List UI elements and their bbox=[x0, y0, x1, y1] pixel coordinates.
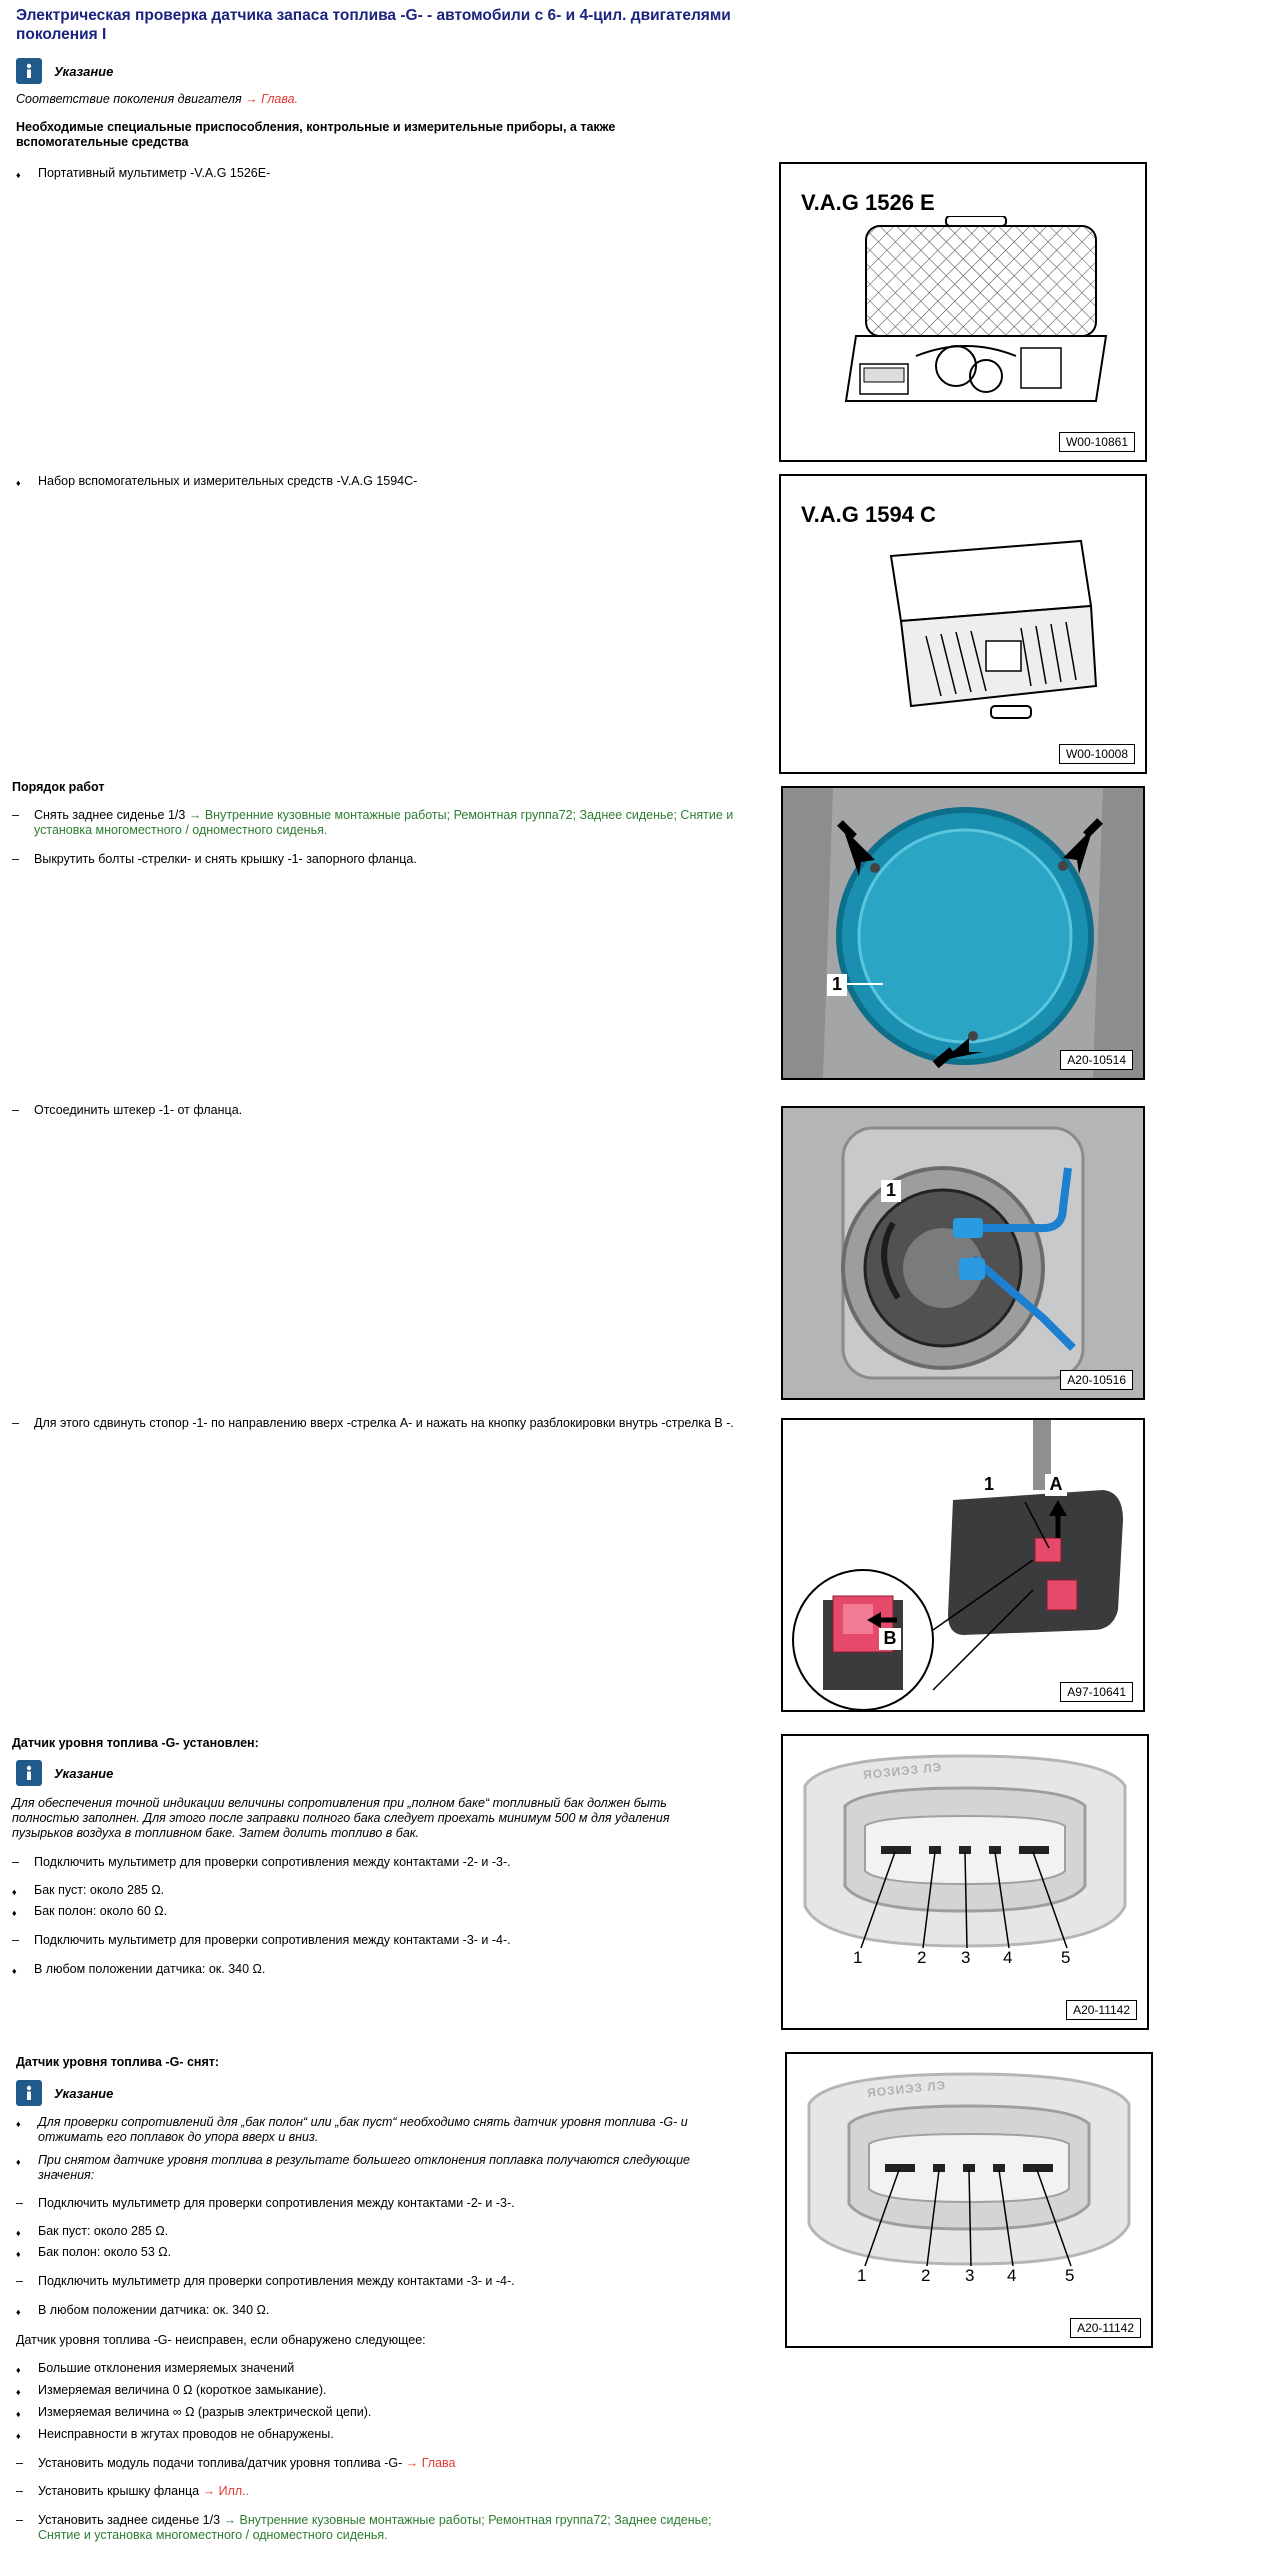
embossed-text: ЯОЗИЭЗ ЛЭ bbox=[866, 2077, 947, 2101]
bullet-marker: ♦ bbox=[16, 170, 21, 180]
body-work-link[interactable]: → Внутренние кузовные монтажные работы; Ремонтная группа72; Заднее сиденье; Снятие и установка многоместного / одноместного сиденья. bbox=[38, 2513, 712, 2542]
step-install-seat: – Установить заднее сиденье 1/3 → Внутренние кузовные монтажные работы; Ремонтная группа72; Заднее сиденье; Снятие и установка многоместного / одноместного сиденья. bbox=[16, 2513, 712, 2542]
connector-lock-drawing bbox=[783, 1420, 1143, 1710]
value-empty: ♦ Бак пуст: около 285 Ω. bbox=[12, 1883, 752, 1900]
chapter-link[interactable]: → Глава bbox=[405, 2456, 456, 2470]
callout-b: B bbox=[879, 1628, 901, 1650]
step-disconnect-plug: – Отсоединить штекер -1- от фланца. bbox=[12, 1103, 243, 1117]
body-work-link[interactable]: → Внутренние кузовные монтажные работы; Ремонтная группа72; Заднее сиденье; Снятие и установка многоместного / одноместного сиденья. bbox=[34, 808, 734, 837]
dash-marker: – bbox=[16, 2513, 23, 2527]
note-header bbox=[16, 1760, 113, 1786]
callout-1: 1 bbox=[827, 974, 847, 996]
figure-link[interactable]: → Илл.. bbox=[202, 2484, 250, 2498]
info-icon bbox=[16, 2080, 42, 2106]
tool-set-case-drawing bbox=[881, 536, 1101, 736]
step-remove-seat: – Снять заднее сиденье 1/3 → Внутренние кузовные монтажные работы; Ремонтная группа72; Заднее сиденье; Снятие и установка многоместного / одноместного сиденья. bbox=[12, 808, 734, 837]
fault-item: ♦ Измеряемая величина 0 Ω (короткое замыкание). bbox=[16, 2383, 756, 2400]
info-icon bbox=[16, 58, 42, 84]
pin-label-1: 1 bbox=[853, 1948, 863, 1967]
dash-marker: – bbox=[16, 2274, 23, 2288]
note-text: Соответствие поколения двигателя → Глава. bbox=[16, 92, 299, 106]
order-heading: Порядок работ bbox=[12, 780, 105, 794]
dash-marker: – bbox=[16, 2196, 23, 2210]
dash-marker: – bbox=[12, 1855, 19, 1869]
pin-label-5: 5 bbox=[1061, 1948, 1071, 1967]
pin-label-3: 3 bbox=[961, 1948, 971, 1967]
bullet-marker: ♦ bbox=[12, 1887, 17, 1897]
page-title: Электрическая проверка датчика запаса топлива -G- - автомобили с 6- и 4-цил. двигателями поколения I bbox=[16, 7, 731, 43]
pin-label-2: 2 bbox=[917, 1948, 927, 1967]
value-any: ♦ В любом положении датчика: ок. 340 Ω. bbox=[12, 1962, 752, 1979]
step-measure-2-3: – Подключить мультиметр для проверки сопротивления между контактами -2- и -3-. bbox=[12, 1855, 511, 1869]
figure-sensor-pins-removed bbox=[785, 2052, 1153, 2348]
figure-connector-lock bbox=[781, 1418, 1145, 1712]
step-install-module: – Установить модуль подачи топлива/датчик уровня топлива -G- → Глава bbox=[16, 2456, 456, 2470]
pin-label-3: 3 bbox=[965, 2266, 975, 2285]
fault-item: ♦ Измеряемая величина ∞ Ω (разрыв электрической цепи). bbox=[16, 2405, 756, 2422]
sensor-connector-drawing bbox=[787, 2054, 1151, 2346]
figure-label: A20-10514 bbox=[1060, 1050, 1133, 1070]
note-header bbox=[16, 2080, 113, 2106]
bullet-marker: ♦ bbox=[16, 2365, 21, 2375]
callout-1: 1 bbox=[881, 1180, 901, 1202]
step-measure-2-3: – Подключить мультиметр для проверки сопротивления между контактами -2- и -3-. bbox=[16, 2196, 515, 2210]
info-icon bbox=[16, 1760, 42, 1786]
flange-cover-drawing bbox=[783, 788, 1143, 1078]
bullet-marker: ♦ bbox=[16, 2409, 21, 2419]
figure-flange-cover bbox=[781, 786, 1145, 1080]
section-removed-heading: Датчик уровня топлива -G- снят: bbox=[16, 2055, 220, 2069]
dash-marker: – bbox=[16, 2484, 23, 2498]
bullet-marker: ♦ bbox=[16, 2307, 21, 2317]
figure-label: A20-11142 bbox=[1066, 2000, 1137, 2020]
bullet-marker: ♦ bbox=[12, 1908, 17, 1918]
value-full: ♦ Бак полон: около 60 Ω. bbox=[12, 1904, 752, 1921]
sensor-connector-drawing bbox=[783, 1736, 1147, 2028]
figure-flange-plug bbox=[781, 1106, 1145, 1400]
callout-a: A bbox=[1045, 1474, 1067, 1496]
figure-label: W00-10861 bbox=[1059, 432, 1135, 452]
note-item-remove-sensor: ♦ Для проверки сопротивлений для „бак полон“ или „бак пуст“ необходимо снять датчик уровня топлива -G- и отжимать его поплавок до упора вверх и вниз. bbox=[16, 2115, 688, 2144]
callout-1: 1 bbox=[979, 1474, 999, 1496]
note-item-values: ♦ При снятом датчике уровня топлива в результате большего отклонения поплавка получаются следующие значения: bbox=[16, 2153, 690, 2182]
bullet-marker: ♦ bbox=[16, 478, 21, 488]
note-label: Указание bbox=[54, 1765, 114, 1781]
value-full: ♦ Бак полон: около 53 Ω. bbox=[16, 2245, 756, 2262]
multimeter-case-drawing bbox=[836, 216, 1116, 416]
value-any: ♦ В любом положении датчика: ок. 340 Ω. bbox=[16, 2303, 756, 2320]
figure-multimeter-case bbox=[779, 162, 1147, 462]
bullet-marker: ♦ bbox=[16, 2119, 21, 2129]
section-installed-heading: Датчик уровня топлива -G- установлен: bbox=[12, 1736, 259, 1750]
tool-item-1594: ♦ Набор вспомогательных и измерительных средств -V.A.G 1594C- bbox=[16, 474, 756, 491]
bullet-marker: ♦ bbox=[16, 2228, 21, 2238]
dash-marker: – bbox=[12, 852, 19, 866]
dash-marker: – bbox=[12, 1933, 19, 1947]
figure-title: V.A.G 1526 E bbox=[801, 190, 935, 215]
faulty-intro: Датчик уровня топлива -G- неисправен, если обнаружено следующее: bbox=[16, 2333, 426, 2347]
dash-marker: – bbox=[12, 1103, 19, 1117]
figure-label: A97-10641 bbox=[1060, 1682, 1133, 1702]
figure-tool-set-case bbox=[779, 474, 1147, 774]
pin-label-4: 4 bbox=[1003, 1948, 1013, 1967]
dash-marker: – bbox=[16, 2456, 23, 2470]
step-measure-3-4: – Подключить мультиметр для проверки сопротивления между контактами -3- и -4-. bbox=[12, 1933, 511, 1947]
bullet-marker: ♦ bbox=[16, 2431, 21, 2441]
dash-marker: – bbox=[12, 808, 19, 822]
figure-sensor-pins-installed bbox=[781, 1734, 1149, 2030]
note-label: Указание bbox=[54, 2085, 114, 2101]
note-label: Указание bbox=[54, 63, 114, 79]
figure-label: A20-10516 bbox=[1060, 1370, 1133, 1390]
bullet-marker: ♦ bbox=[16, 2249, 21, 2259]
fault-item: ♦ Большие отклонения измеряемых значений bbox=[16, 2361, 756, 2378]
figure-label: W00-10008 bbox=[1059, 744, 1135, 764]
fault-item: ♦ Неисправности в жгутах проводов не обнаружены. bbox=[16, 2427, 756, 2444]
step-measure-3-4: – Подключить мультиметр для проверки сопротивления между контактами -3- и -4-. bbox=[16, 2274, 515, 2288]
flange-plug-drawing bbox=[783, 1108, 1143, 1398]
figure-title: V.A.G 1594 C bbox=[801, 502, 936, 527]
note-text: Для обеспечения точной индикации величины сопротивления при „полном баке“ топливный бак должен быть полностью заполнен. Для этого после заправки полного бака следует проехать минимум 500 м для удаления пузырьков воздуха в топливном баке. Затем долить топливо в бак. bbox=[12, 1796, 670, 1840]
step-install-cover: – Установить крышку фланца → Илл.. bbox=[16, 2484, 250, 2498]
note-header bbox=[16, 58, 113, 84]
tool-item-1526: ♦ Портативный мультиметр -V.A.G 1526E- bbox=[16, 166, 756, 183]
tools-heading: Необходимые специальные приспособления, контрольные и измерительные приборы, а также вспомогательные средства bbox=[16, 120, 616, 149]
pin-label-2: 2 bbox=[921, 2266, 931, 2285]
value-empty: ♦ Бак пуст: около 285 Ω. bbox=[16, 2224, 756, 2241]
chapter-link[interactable]: → Глава. bbox=[245, 92, 299, 106]
pin-label-1: 1 bbox=[857, 2266, 867, 2285]
step-remove-cover: – Выкрутить болты -стрелки- и снять крышку -1- запорного фланца. bbox=[12, 852, 417, 866]
figure-label: A20-11142 bbox=[1070, 2318, 1141, 2338]
dash-marker: – bbox=[12, 1416, 19, 1430]
bullet-marker: ♦ bbox=[16, 2157, 21, 2167]
step-release-lock: – Для этого сдвинуть стопор -1- по направлению вверх -стрелка A- и нажать на кнопку разблокировки внутрь -стрелка B -. bbox=[12, 1416, 734, 1430]
bullet-marker: ♦ bbox=[12, 1966, 17, 1976]
embossed-text: ЯОЗИЭЗ ЛЭ bbox=[862, 1759, 943, 1783]
bullet-marker: ♦ bbox=[16, 2387, 21, 2397]
pin-label-5: 5 bbox=[1065, 2266, 1075, 2285]
pin-label-4: 4 bbox=[1007, 2266, 1017, 2285]
